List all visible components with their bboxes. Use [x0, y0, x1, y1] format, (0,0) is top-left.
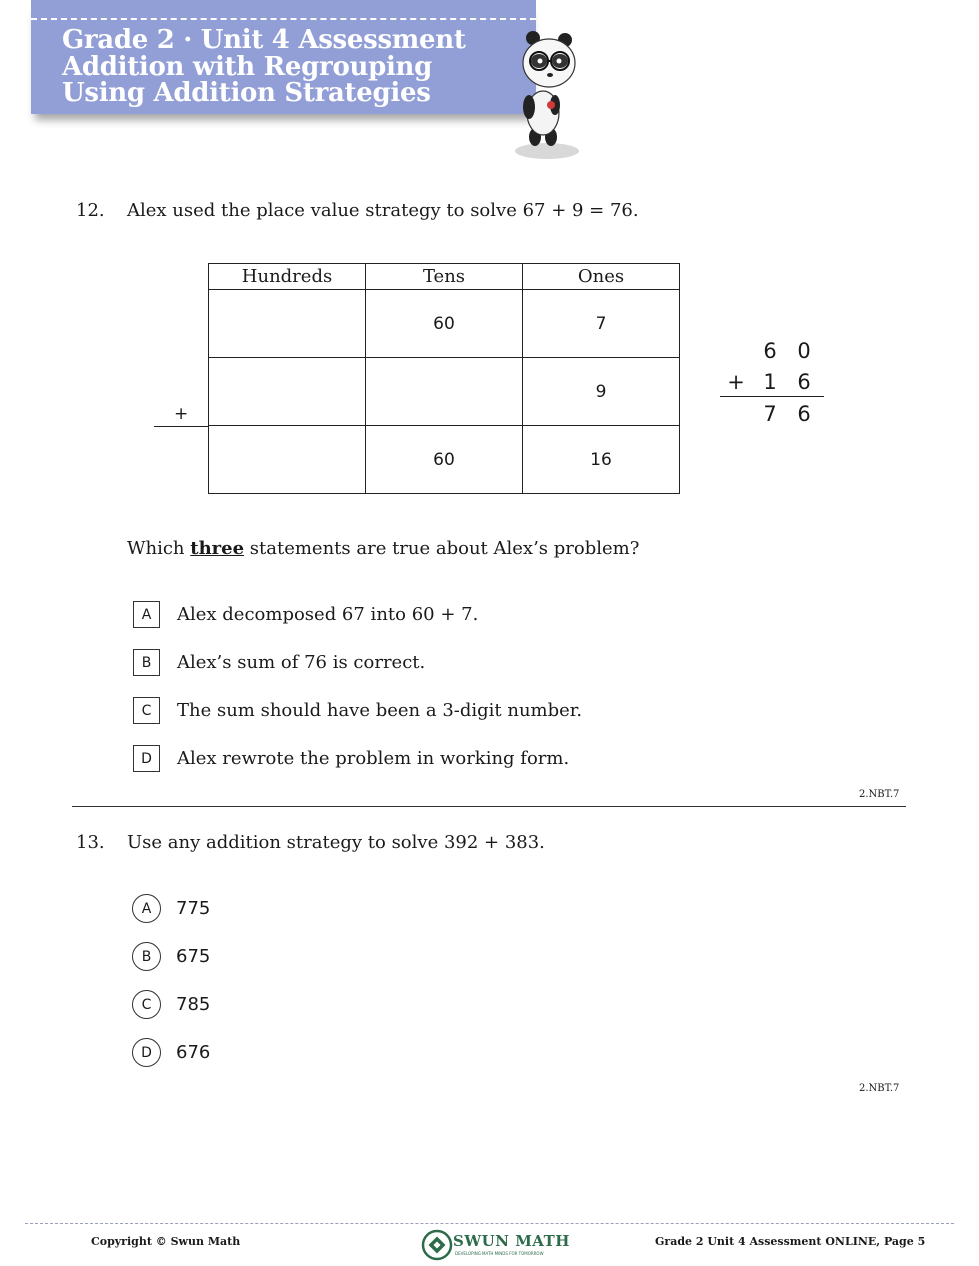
checkbox-choice-d[interactable]: D — [133, 745, 160, 772]
place-value-table — [208, 263, 680, 494]
vertical-row1-tens: 6 — [763, 339, 777, 363]
radio-choice-d[interactable]: D — [132, 1038, 161, 1067]
vertical-row1-ones: 0 — [797, 339, 811, 363]
header-title-line-1: Grade 2 · Unit 4 Assessment — [62, 25, 466, 55]
footer-logo-tagline: DEVELOPING MATH MINDS FOR TOMORROW — [455, 1251, 544, 1256]
table-sum-line — [154, 426, 209, 427]
panda-mascot-icon — [505, 25, 585, 165]
question-13-text: Use any addition strategy to solve 392 + 383. — [127, 832, 545, 853]
footer-logo-text: SWUN MATH — [453, 1232, 570, 1250]
vertical-row2-tens: 1 — [763, 370, 777, 394]
radio-choice-a[interactable]: A — [132, 894, 161, 923]
choice-d-text: Alex rewrote the problem in working form. — [177, 748, 570, 769]
choice-b-text: Alex’s sum of 76 is correct. — [177, 652, 426, 673]
prompt-before: Which — [127, 538, 191, 559]
checkbox-choice-a[interactable]: A — [133, 601, 160, 628]
header-title-line-2: Addition with Regrouping — [62, 52, 433, 82]
vertical-sum-tens: 7 — [763, 402, 777, 426]
footer-page-info: Grade 2 Unit 4 Assessment ONLINE, Page 5 — [655, 1235, 926, 1248]
vertical-plus-sign: + — [727, 370, 745, 394]
choice-a-text: Alex decomposed 67 into 60 + 7. — [177, 604, 479, 625]
cell-tens: 60 — [366, 290, 523, 358]
vertical-sum-line — [720, 396, 824, 397]
table-row — [209, 426, 680, 494]
question-13-number: 13. — [76, 832, 105, 853]
table-plus-sign: + — [174, 404, 189, 424]
question-12-number: 12. — [76, 200, 105, 221]
vertical-sum-ones: 6 — [797, 402, 811, 426]
table-header-row — [209, 264, 680, 290]
banner-dashed-line — [31, 18, 536, 20]
question-divider — [72, 806, 906, 807]
question-12-text: Alex used the place value strategy to solve 67 + 9 = 76. — [127, 200, 639, 221]
header-hundreds: Hundreds — [209, 264, 366, 290]
vertical-row2-ones: 6 — [797, 370, 811, 394]
prompt-after: statements are true about Alex’s problem? — [244, 538, 640, 559]
cell-ones: 16 — [523, 426, 680, 494]
table-row — [209, 358, 680, 426]
prompt-emphasis: three — [190, 538, 245, 559]
header-ones: Ones — [523, 264, 680, 290]
choice-a-text: 775 — [176, 898, 211, 919]
radio-choice-c[interactable]: C — [132, 990, 161, 1019]
cell-hundreds — [209, 426, 366, 494]
radio-choice-b[interactable]: B — [132, 942, 161, 971]
checkbox-choice-b[interactable]: B — [133, 649, 160, 676]
choice-c-text: The sum should have been a 3-digit number. — [177, 700, 583, 721]
standard-code-q12: 2.NBT.7 — [859, 789, 900, 800]
choice-d-text: 676 — [176, 1042, 211, 1063]
table-row — [209, 290, 680, 358]
choice-b-text: 675 — [176, 946, 211, 967]
checkbox-choice-c[interactable]: C — [133, 697, 160, 724]
header-tens: Tens — [366, 264, 523, 290]
cell-tens — [366, 358, 523, 426]
footer-dashed-line — [25, 1223, 954, 1224]
cell-tens: 60 — [366, 426, 523, 494]
standard-code-q13: 2.NBT.7 — [859, 1083, 900, 1094]
question-12-prompt — [127, 538, 639, 559]
cell-hundreds — [209, 290, 366, 358]
footer-copyright: Copyright © Swun Math — [91, 1235, 241, 1248]
swun-math-logo-icon — [421, 1229, 453, 1261]
cell-ones: 9 — [523, 358, 680, 426]
choice-c-text: 785 — [176, 994, 211, 1015]
cell-hundreds — [209, 358, 366, 426]
header-title-line-3: Using Addition Strategies — [62, 78, 431, 108]
cell-ones: 7 — [523, 290, 680, 358]
